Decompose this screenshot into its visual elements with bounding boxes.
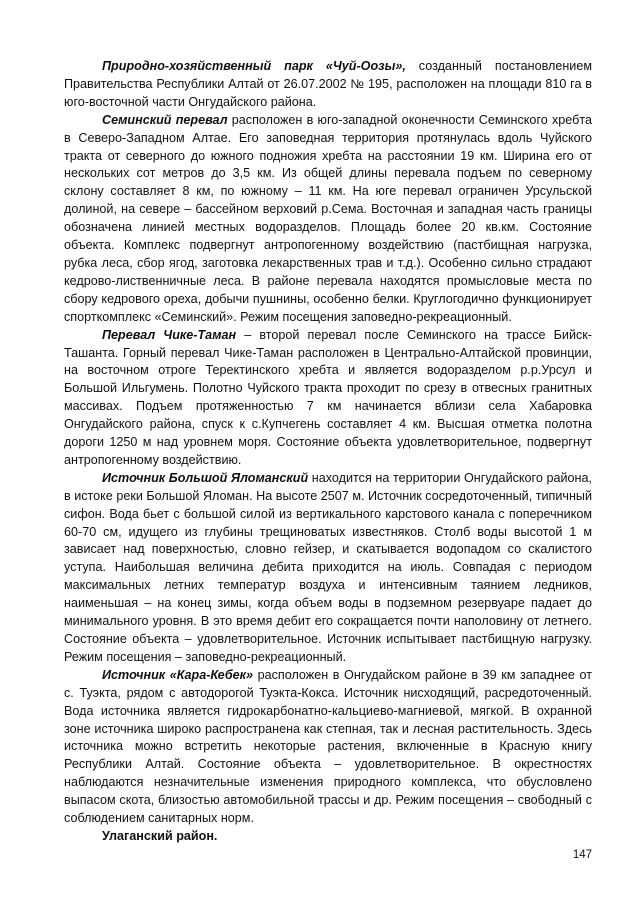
paragraph-seminsky-pass	[64, 112, 592, 327]
paragraph-text: – второй перевал после Семинского на трассе Бийск-Ташанта. Горный перевал Чике-Таман расположен в Центрально-Алтайской провинции, на восточном отроге Теректинского хребта и является водоразделом р.р.Урсул и Большой Ильгумень. Полотно Чуйского тракта проходит по срезу в отвесных гранитных массивах. Подъем протяженностью 7 км начинается вблизи села Хабаровка Онгудайского района, спуск к с.Купчегень составляет 4 км. Высшая отметка полотна дороги 1250 м над уровнем моря. Состояние объекта удовлетворительное, подвергнут антропогенному воздействию.	[64, 327, 592, 467]
paragraph-chike-taman-pass	[64, 327, 592, 470]
page-number: 147	[572, 849, 592, 861]
paragraph-text: созданный постановлением Правительства Республики Алтай от 26.07.2002 № 195, расположен на площади 810 га в юго-восточной части Онгудайского района.	[64, 59, 592, 109]
section-heading: Улаганский район.	[102, 828, 218, 843]
paragraph-text: расположен в юго-западной оконечности Семинского хребта в Северо-Западном Алтае. Его заповедная территория протянулась вдоль Чуйского тракта от северного до южного подножия хребта на расстоянии 19 км. Ширина его от нескольких сот метров до 3,5 км. Из общей длины перевала подъем по северному склону составляет 8 км, по южному – 11 км. На юге перевал ограничен Урсульской долиной, на севере – бассейном верховий р.Сема. Восточная и западная часть границы обозначена линией местных водоразделов. Площадь более 20 кв.км. Состояние объекта. Комплекс подвергнут антропогенному воздействию (пастбищная нагрузка, рубка леса, сбор ягод, заготовка лекарственных трав и т.д.). Особенно сильно страдают кедрово-лиственничные леса. В районе перевала находятся промысловые места по сбору кедрового ореха, добычи пушнины, особенно белки. Круглогодично функционирует спорткомплекс «Семинский». Режим посещения заповедно-рекреационный.	[64, 112, 593, 324]
paragraph-title: Перевал Чике-Таман	[102, 327, 237, 342]
paragraph-title: Источник «Кара-Кебек»	[102, 667, 254, 682]
document-page	[64, 58, 592, 846]
paragraph-title: Природно-хозяйственный парк «Чуй-Оозы»,	[102, 59, 406, 73]
paragraph-title: Источник Большой Яломанский	[102, 470, 309, 485]
paragraph-title: Семинский перевал	[102, 112, 228, 127]
paragraph-text: находится на территории Онгудайского района, в истоке реки Большой Яломан. На высоте 2507 м. Источник сосредоточенный, типичный сифон. Вода бьет с большой силой из вертикального карстового канала с поперечником 60-70 см, идущего из глубины трещиноватых известняков. Столб воды высотой 1 м зависает над поверхностью, словно гейзер, и скатывается водопадом со скалистого уступа. Наибольшая величина дебита приходится на июль. Совпадая с периодом максимальных летних температур воздуха и интенсивным таянием ледников, наименьшая – на конец зимы, когда объем воды в подземном резервуаре падает до минимального уровня. В это время дебит его сокращается почти наполовину от летнего. Состояние объекта – удовлетворительное. Источник испытывает пастбищную нагрузку. Режим посещения – заповедно-рекреационный.	[64, 470, 592, 664]
paragraph-kara-kebek-spring	[64, 667, 592, 828]
paragraph-text: расположен в Онгудайском районе в 39 км западнее от с. Туэкта, рядом с автодорогой Туэкта-Кокса. Источник нисходящий, расредоточенный. Вода источника является гидрокарбонатно-кальциево-магниевой, мягкой. В охранной зоне источника широко распространена как степная, так и лесная растительность. Здесь источника можно встретить некоторые растения, включенные в Красную книгу Республики Алтай. Состояние объекта – удовлетворительное. В окрестностях наблюдаются незначительные изменения природного комплекса, что обусловлено выпасом скота, близостью автомобильной трассы и др. Режим посещения – свободный с соблюдением санитарных норм.	[64, 667, 592, 826]
paragraph-chuy-oozy-park	[64, 58, 592, 112]
paragraph-bolshoy-yalomansky-spring	[64, 470, 592, 667]
